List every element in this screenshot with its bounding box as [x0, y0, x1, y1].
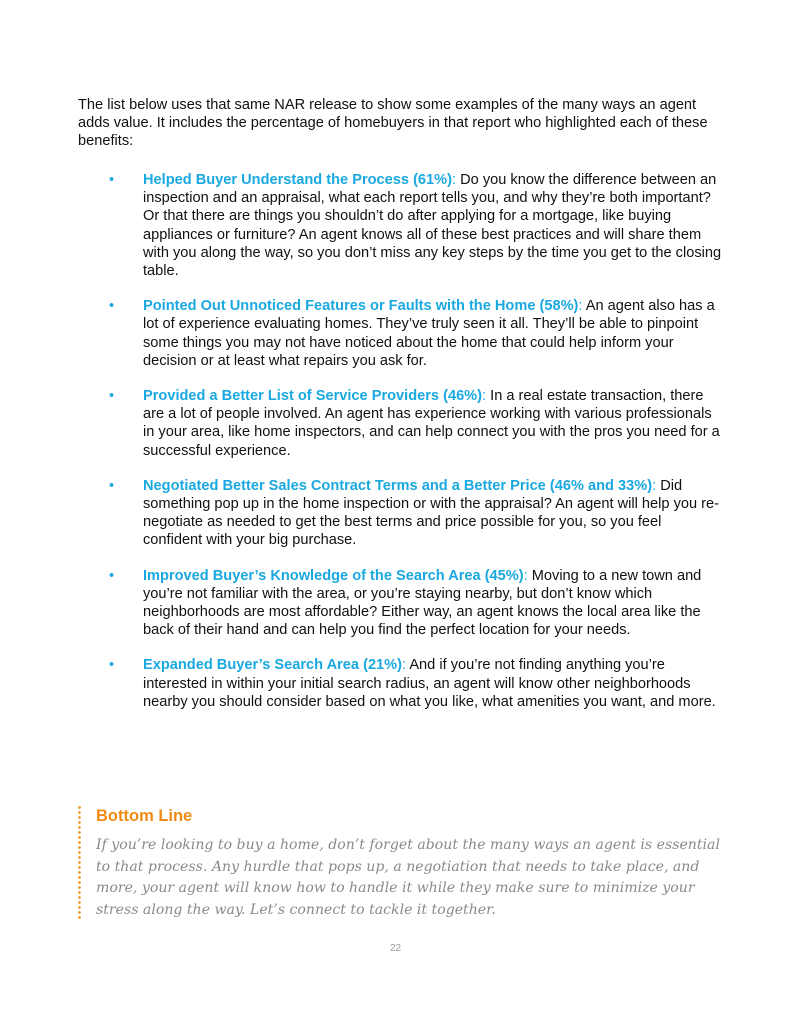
intro-paragraph: The list below uses that same NAR release to show some examples of the many ways an agent adds value. It includes the percentage of homebuyers in that report who highlighted each of these benefits: — [78, 97, 708, 150]
benefit-text: An agent also has a lot of experience evaluating homes. They’ve truly seen it all. They’ll be able to pinpoint some things you may not have noticed about the home that could help inform your decision or at least what repairs you ask for. — [143, 298, 715, 369]
bottom-line-title: Bottom Line — [96, 807, 193, 825]
benefit-text: Moving to a new town and you’re not familiar with the area, or you’re staying nearby, but don’t know which neighborhoods are most affordable? Either way, an agent knows the local area like the back of their hand and can help you find the perfect location for your needs. — [143, 567, 702, 639]
bullet-icon: • — [109, 477, 115, 494]
benefit-title: Provided a Better List of Service Providers (46%) — [143, 388, 483, 405]
dotted-divider — [78, 805, 81, 920]
list-item — [78, 477, 723, 550]
list-item — [78, 297, 723, 370]
benefit-colon: : — [578, 298, 583, 315]
benefit-colon: : — [482, 388, 487, 405]
page-number: 22 — [389, 943, 402, 954]
benefit-title: Pointed Out Unnoticed Features or Faults with the Home (58%) — [143, 298, 579, 315]
benefit-text: Do you know the difference between an inspection and an appraisal, what each report tells you, and why they’re both important? Or that there are things you shouldn’t do after applying for a mortgage, like buying appliances or furniture? An agent knows all of these best practices and will share them with you along the way, so you don’t miss any key steps by the time you get to the closing table. — [143, 172, 722, 280]
bullet-icon: • — [109, 657, 115, 674]
benefit-title: Improved Buyer’s Knowledge of the Search Area (45%) — [143, 567, 524, 584]
list-item — [78, 656, 723, 711]
benefit-colon: : — [402, 657, 407, 674]
benefit-colon: : — [523, 567, 528, 584]
benefit-title: Helped Buyer Understand the Process (61%) — [143, 172, 452, 188]
benefit-title: Negotiated Better Sales Contract Terms and a Better Price (46% and 33%) — [143, 477, 653, 494]
benefit-text: Did something pop up in the home inspection or with the appraisal? An agent will help you re-negotiate as needed to get the best terms and price possible for you, so you feel confident with your big purchase. — [143, 477, 719, 549]
list-item — [78, 567, 723, 640]
bullet-icon: • — [109, 172, 115, 188]
benefit-colon: : — [652, 477, 657, 494]
bullet-icon: • — [109, 388, 115, 405]
list-item — [78, 387, 723, 460]
benefit-text: And if you’re not finding anything you’re interested in within your initial search radius, an agent will know other neighborhoods nearby you should consider based on what you like, what amenities you want, and more. — [143, 657, 716, 710]
benefit-text: In a real estate transaction, there are a lot of people involved. An agent has experience working with various professionals in your area, like home inspectors, and can help connect you with the pros you need for a successful experience. — [143, 388, 720, 459]
benefits-list — [78, 171, 723, 728]
bottom-line-text: If you’re looking to buy a home, don’t forget about the many ways an agent is essential to that process. Any hurdle that pops up, a negotiation that needs to take place, and more, your agent will know how to handle it while they make sure to minimize your stress along the way. Let’s connect to tackle it together. — [96, 837, 720, 918]
benefit-colon: : — [452, 172, 457, 188]
bullet-icon: • — [109, 567, 115, 584]
bottom-line-section — [78, 805, 738, 920]
benefit-title: Expanded Buyer’s Search Area (21%) — [143, 657, 403, 674]
bullet-icon: • — [109, 298, 115, 315]
list-item — [78, 171, 723, 280]
